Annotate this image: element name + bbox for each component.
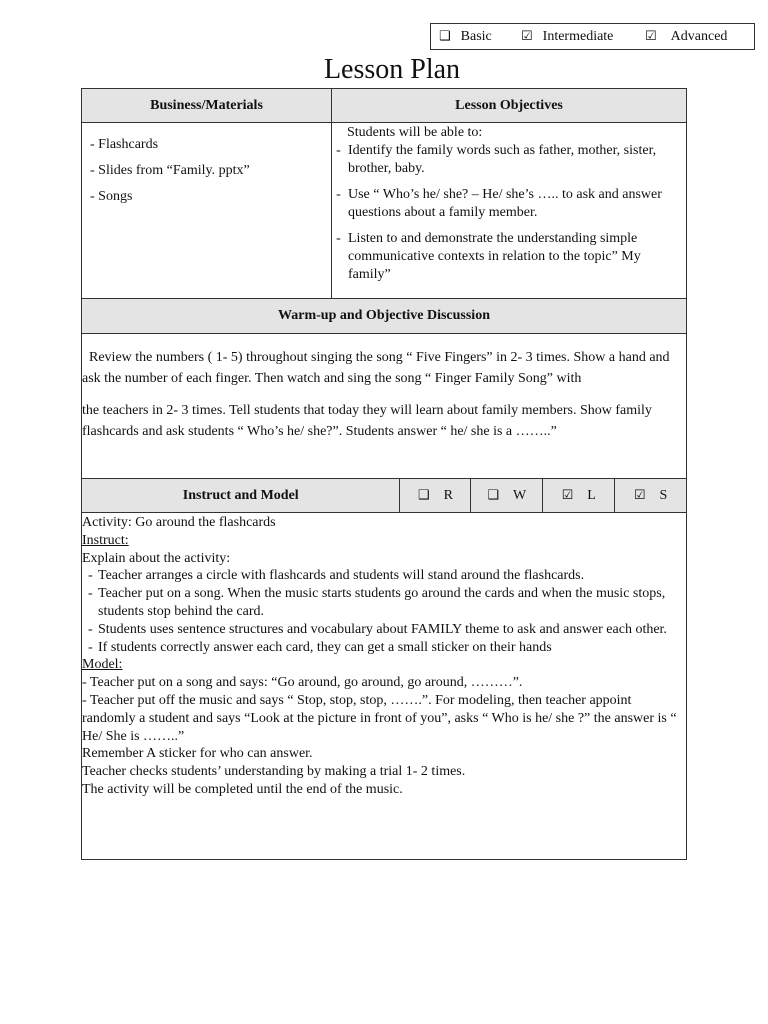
checkbox-empty-icon: ❑ [417,488,430,503]
level-label: Advanced [670,28,728,44]
level-advanced[interactable] [645,29,727,45]
model-line: - Teacher put on a song and says: “Go around, go around, go around, ………”. [82,675,523,691]
materials-header: Business/Materials [150,97,263,113]
objectives-intro: Students will be able to: [347,125,483,140]
checkbox-checked-icon: ☑ [521,29,533,44]
model-line: The activity will be completed until the end of the music. [82,781,403,797]
header-row [82,89,686,122]
checkbox-empty-icon: ❑ [487,488,500,503]
warmup-paragraph: the teachers in 2- 3 times. Tell students that today they will learn about family members. Show family flashcards and ask students “ Who’s he/ she?”. Students answer “ he/ she is a ……..” [82,403,652,439]
activity-title: Activity: Go around the flashcards [82,515,276,530]
model-label: Model: [82,657,123,673]
list-item: - Listen to and demonstrate the understanding simple communicative contexts in relation to the topic” My family” [336,231,641,282]
objectives-cell [332,123,688,298]
warmup-paragraph: Review the numbers ( 1- 5) throughout singing the song “ Five Fingers” in 2- 3 times. Show a hand and ask the number of each finger. Then watch and sing the song “ Finger Family Song” with [82,350,670,386]
warmup-header: Warm-up and Objective Discussion [82,298,686,333]
list-item: - Teacher put on a song. When the music starts students go around the cards and when the music stops, students stop behind the card. [88,586,666,619]
level-selector [430,23,755,50]
list-item: - If students correctly answer each card, they can get a small sticker on their hands [88,639,552,655]
warmup-content [82,333,686,478]
list-item: - Use “ Who’s he/ she? – He/ she’s ….. to ask and answer questions about a family member. [336,187,662,220]
checkbox-checked-icon: ☑ [561,488,574,503]
lesson-plan-table [81,88,687,860]
materials-list [90,132,250,210]
level-label: Basic [460,28,492,44]
materials-objectives-row [82,122,686,298]
model-line: Remember A sticker for who can answer. [82,746,313,762]
instruct-label: Instruct: [82,532,129,548]
model-line: - Teacher put off the music and says “ Stop, stop, stop, …….”. For modeling, then teacher appoint randomly a student and says “Look at the picture in front of you”, asks “ Who is he/ she ?” the answer is “ He/ She is ……..” [82,692,677,744]
skill-reading[interactable]: ❑ R [399,479,470,512]
skill-speaking[interactable]: ☑ S [614,479,686,512]
page-title: Lesson Plan [323,54,461,85]
instruct-header-row [82,478,686,512]
list-item: - Songs [90,189,133,204]
list-item: - Identify the family words such as father, mother, sister, brother, baby. [336,143,657,176]
checkbox-empty-icon: ❑ [439,29,451,44]
objectives-list [332,124,682,292]
level-intermediate[interactable] [521,29,645,45]
activity-explain: Explain about the activity: [82,550,231,566]
level-basic[interactable] [439,29,521,45]
list-item: - Teacher arranges a circle with flashcards and students will stand around the flashcards. [88,568,585,584]
list-item: - Slides from “Family. pptx” [90,163,250,178]
skill-writing[interactable]: ❑ W [470,479,542,512]
instruct-header: Instruct and Model [182,487,299,503]
skill-listening[interactable]: ☑ L [542,479,614,512]
activity-content [82,512,686,859]
model-line: Teacher checks students’ understanding by making a trial 1- 2 times. [82,764,466,780]
checkbox-checked-icon: ☑ [645,29,657,44]
checkbox-checked-icon: ☑ [633,488,646,503]
list-item: - Students uses sentence structures and vocabulary about FAMILY theme to ask and answer each other. [88,621,667,637]
objectives-header: Lesson Objectives [455,97,563,113]
list-item: - Flashcards [90,137,159,152]
level-label: Intermediate [542,28,614,44]
